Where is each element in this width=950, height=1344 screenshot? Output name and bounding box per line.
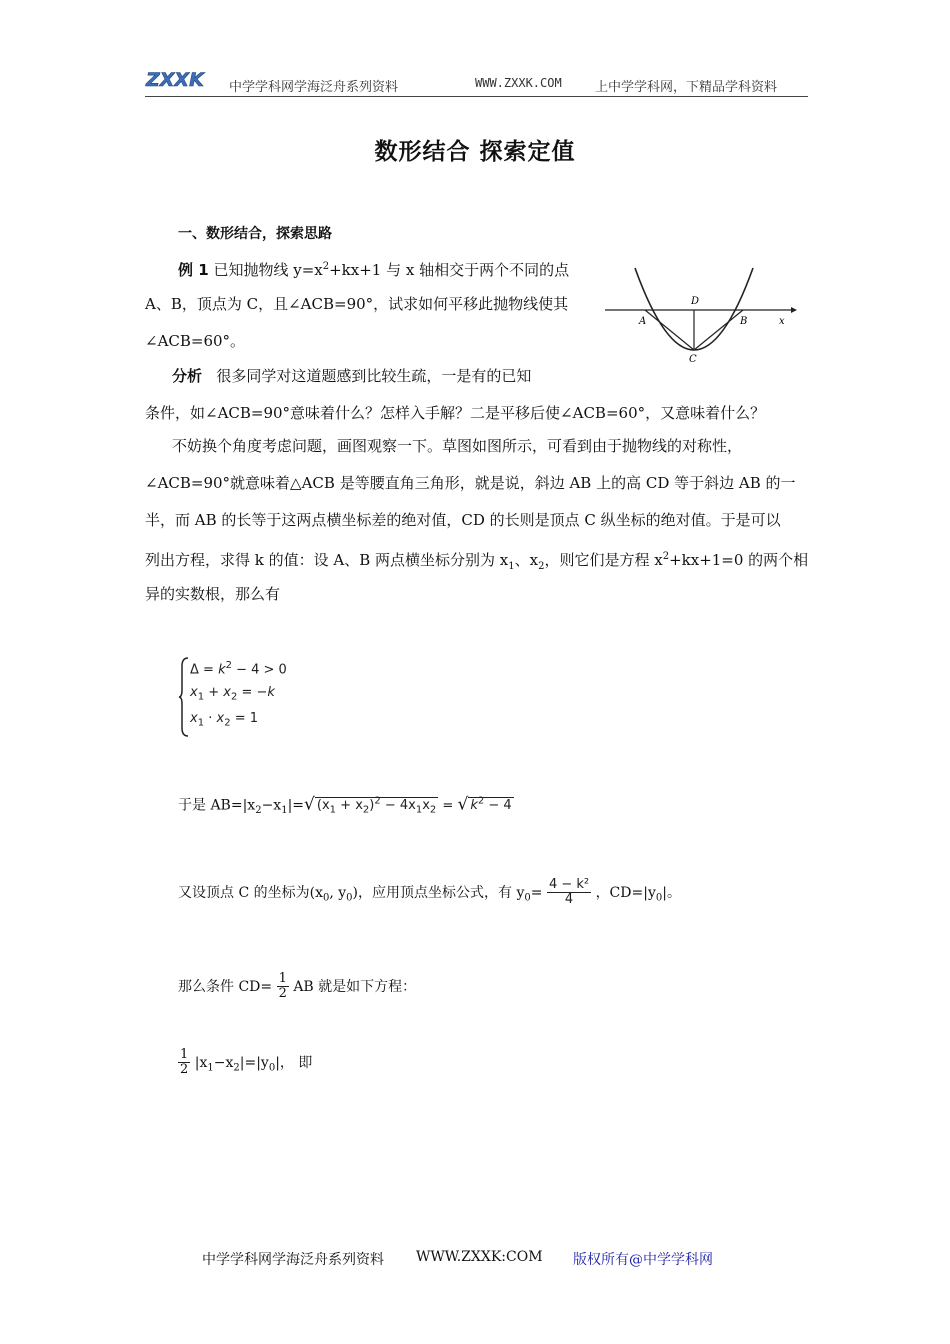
logo-text: ZXXK	[146, 69, 204, 91]
system-eq-1: $\Delta = k^2 - 4 > 0$	[190, 660, 287, 678]
parabola-figure	[603, 264, 798, 364]
analysis-line-4: ∠ACB=90°就意味着△ACB 是等腰直角三角形，就是说，斜边 AB 上的高 CD 等于斜边 AB 的一	[145, 474, 796, 492]
label-c: C	[689, 354, 697, 364]
label-b: B	[740, 316, 748, 327]
system-brace	[178, 656, 190, 738]
sqrt-expression-2: $k^2 - 4$	[470, 796, 512, 814]
analysis-line-2: 条件，如∠ACB=90°意味着什么？怎样入手解？二是平移后使∠ACB=60°，又意味着什么？	[145, 404, 766, 422]
example-line-1: 例 1 已知抛物线 $y=x^2+kx+1$ 与 x 轴相交于两个不同的点	[178, 261, 570, 279]
x-axis-arrow	[791, 307, 797, 313]
fraction-half-1: $\frac{1}{2}$	[278, 971, 287, 1002]
label-x: x	[779, 316, 785, 327]
segment-ac	[645, 310, 694, 350]
footer-left-text: 中学学科网学海泛舟系列资料	[202, 1252, 384, 1268]
label-d: D	[691, 296, 700, 307]
example-line-2: A、B，顶点为 C，且∠ACB=90°，试求如何平移此抛物线使其	[145, 295, 569, 313]
vertex-formula-line: 又设顶点 C 的坐标为($x_0$, $y_0$)，应用顶点坐标公式，有 $y_0=$ $\frac{\text{4 − k²}}{4}$ ，$CD=|y_0|$。	[178, 877, 681, 908]
section-heading: 一、数形结合，探索思路	[178, 226, 332, 242]
page-header	[145, 62, 808, 97]
analysis-line-7: 异的实数根，那么有	[145, 585, 281, 603]
condition-line: 那么条件 CD= $\frac{1}{2}$ AB 就是如下方程：	[178, 971, 417, 1002]
header-url[interactable]: WWW.ZXXK.COM	[475, 76, 562, 90]
footer-url[interactable]: WWW.ZXXK:COM	[416, 1249, 543, 1265]
zxxk-logo	[145, 66, 213, 92]
fraction-y0: $\frac{\text{4 − k²}}{4}$	[548, 877, 590, 908]
header-right-text: 上中学学科网，下精品学科资料	[595, 80, 778, 95]
segment-bc	[694, 310, 743, 350]
example-line-3: ∠ACB=60°。	[145, 332, 246, 350]
page-title: 数形结合 探索定值	[374, 139, 576, 165]
header-left-text: 中学学科网学海泛舟系列资料	[229, 80, 399, 95]
analysis-line-1: 分析 很多同学对这道题感到比较生疏，一是有的已知	[172, 367, 532, 385]
system-eq-3: $x_1 \cdot x_2 = 1$	[190, 711, 258, 729]
example-label: 例 1	[178, 261, 209, 279]
fraction-half-2: $\frac{1}{2}$	[180, 1047, 189, 1078]
analysis-line-5: 半，而 AB 的长等于这两点横坐标差的绝对值，CD 的长则是顶点 C 纵坐标的绝对值。于是可以	[145, 511, 781, 529]
final-equation-line: $\frac{1}{2}$ $|x_1-x_2|=|y_0|$， 即	[180, 1047, 313, 1078]
analysis-line-3: 不妨换个角度考虑问题，画图观察一下。草图如图所示，可看到由于抛物线的对称性，	[172, 437, 743, 455]
system-eq-2: $x_1 + x_2 = -k$	[190, 685, 275, 703]
sqrt-expression-1: $(x_1 + x_2)^2 - 4x_1x_2$	[316, 796, 437, 816]
footer-copyright[interactable]: 版权所有@中学学科网	[573, 1252, 713, 1268]
analysis-label: 分析	[172, 367, 203, 385]
label-a: A	[639, 316, 647, 327]
analysis-line-6: 列出方程，求得 k 的值：设 A、B 两点横坐标分别为 $x_1$、$x_2$，则它们是方程 $x^2+kx+1=0$ 的两个相	[145, 551, 809, 572]
ab-formula-line: 于是 $AB=|x_2-x_1|=√$ $(x_1 + x_2)^2 - 4x_1x_2$ = √ $k^2 - 4$	[178, 794, 512, 817]
